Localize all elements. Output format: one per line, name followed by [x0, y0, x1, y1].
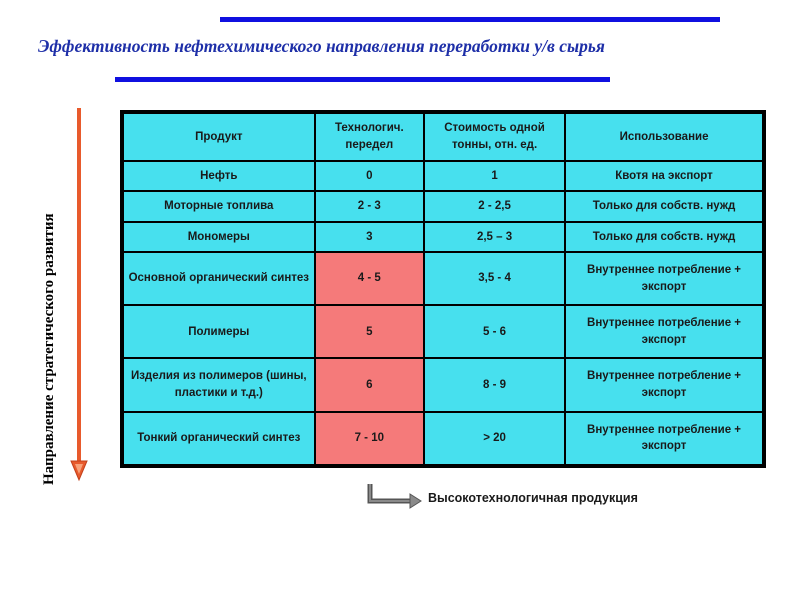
usage-cell: Только для собств. нужд [566, 223, 762, 251]
product-cell: Основной органический синтез [124, 253, 314, 304]
cost-cell: 5 - 6 [425, 306, 564, 357]
cost-cell: 2 - 2,5 [425, 192, 564, 220]
cost-cell: > 20 [425, 413, 564, 464]
cost-cell: 3,5 - 4 [425, 253, 564, 304]
stage-cell: 4 - 5 [316, 253, 423, 304]
cost-cell: 2,5 – 3 [425, 223, 564, 251]
stage-cell: 0 [316, 162, 423, 190]
product-cell: Мономеры [124, 223, 314, 251]
table-row [124, 413, 762, 464]
page-title: Эффективность нефтехимического направления переработки у/в сырья [38, 36, 605, 56]
stage-cell: 2 - 3 [316, 192, 423, 220]
stage-cell: 6 [316, 359, 423, 410]
table-body [124, 114, 762, 464]
usage-cell: Только для собств. нужд [566, 192, 762, 220]
header-product: Продукт [124, 114, 314, 160]
stage-cell: 5 [316, 306, 423, 357]
strategic-direction-label: Направление стратегического развития [41, 213, 57, 485]
product-cell: Изделия из полимеров (шины, пластики и т.д.) [124, 359, 314, 410]
bent-arrow-icon [367, 482, 427, 512]
table-row [124, 192, 762, 220]
legend-label: Высокотехнологичная продукция [428, 491, 638, 505]
decorative-bar-top [220, 17, 720, 22]
decorative-bar-bottom [115, 77, 610, 82]
down-arrow-icon [70, 460, 88, 482]
table-row [124, 162, 762, 190]
table-row [124, 253, 762, 304]
stage-cell: 3 [316, 223, 423, 251]
table-row [124, 306, 762, 357]
usage-cell: Внутреннее потребление + экспорт [566, 413, 762, 464]
product-cell: Полимеры [124, 306, 314, 357]
cost-cell: 8 - 9 [425, 359, 564, 410]
product-cell: Тонкий органический синтез [124, 413, 314, 464]
table-row [124, 359, 762, 410]
header-stage: Технологич. передел [316, 114, 423, 160]
usage-cell: Внутреннее потребление + экспорт [566, 306, 762, 357]
stage-cell: 7 - 10 [316, 413, 423, 464]
product-cell: Нефть [124, 162, 314, 190]
table-header-row [124, 114, 762, 160]
usage-cell: Внутреннее потребление + экспорт [566, 253, 762, 304]
direction-arrow-shaft [77, 108, 81, 462]
header-usage: Использование [566, 114, 762, 160]
table-row [124, 223, 762, 251]
product-cell: Моторные топлива [124, 192, 314, 220]
header-cost: Стоимость одной тонны, отн. ед. [425, 114, 564, 160]
cost-cell: 1 [425, 162, 564, 190]
usage-cell: Внутреннее потребление + экспорт [566, 359, 762, 410]
usage-cell: Квотя на экспорт [566, 162, 762, 190]
efficiency-table [120, 110, 766, 468]
